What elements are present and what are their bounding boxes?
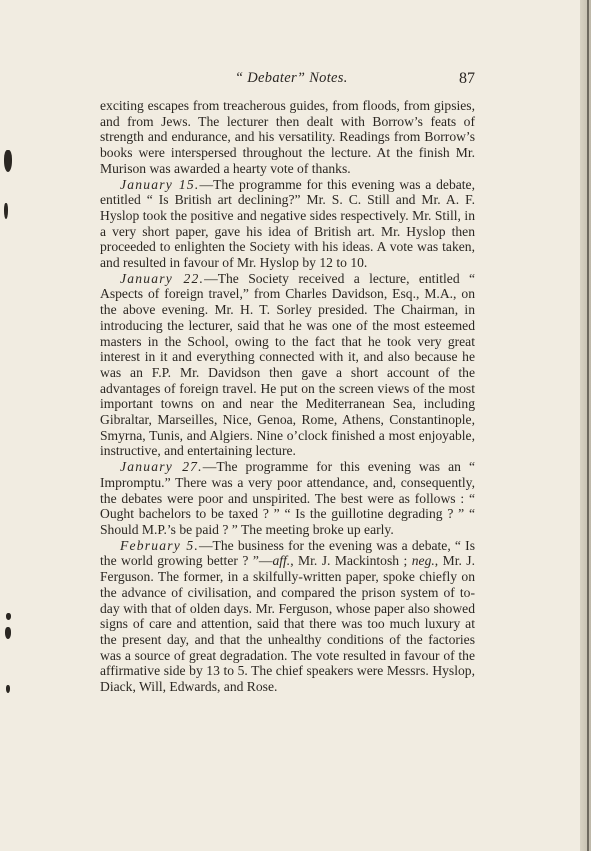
entry-january-15 xyxy=(100,177,475,271)
entry-date: January 15. xyxy=(120,176,200,192)
entry-january-22 xyxy=(100,271,475,459)
entry-text: —The business for the evening was a debate, “ Is the world growing better ? ”— xyxy=(100,537,475,569)
entry-february-5 xyxy=(100,538,475,695)
margin-ink-mark xyxy=(4,150,12,172)
margin-ink-mark xyxy=(6,613,11,620)
margin-ink-mark xyxy=(4,203,8,219)
running-title: “ Debater” Notes. xyxy=(235,70,348,86)
entry-date: January 22. xyxy=(120,270,205,286)
entry-text: —The Society received a lecture, entitled “ Aspects of foreign travel,” from Charles Davidson, Esq., M.A., on the above evening. Mr. H. T. Sorley presided. The Chairman, in introducing the lecturer, said that he was one of the most esteemed masters in the School, owing to the fact that he took very great interest in it and everything connected with it, and also because he was an F.P. Mr. Davidson then gave a short account of the advantages of foreign travel. He put on the screen views of the most important towns on and near the Mediterranean Sea, including Gibraltar, Marseilles, Nice, Genoa, Rome, Athens, Constantinople, Smyrna, Tunis, and Algiers. Nine o’clock finished a most enjoyable, instructive, and entertaining lecture. xyxy=(100,270,476,459)
entry-date: February 5. xyxy=(120,537,199,553)
negative-label: neg. xyxy=(411,553,435,569)
entry-january-27 xyxy=(100,459,475,538)
margin-ink-mark xyxy=(6,685,10,693)
page-edge xyxy=(580,0,591,851)
margin-ink-mark xyxy=(5,627,11,639)
article-body xyxy=(100,98,475,695)
entry-date: January 27. xyxy=(120,459,203,475)
page-number: 87 xyxy=(459,70,475,87)
entry-text: —The programme for this evening was a debate, entitled “ Is British art declining?” Mr. S. C. Still and Mr. A. F. Hyslop took the positive and negative sides respectively. Mr. Still, in a very short paper, gave his idea of British art. Mr. Hyslop then proceeded to enlighten the Society with his ideas. A vote was taken, and resulted in favour of Mr. Hyslop by 12 to 10. xyxy=(100,176,475,271)
entry-text: —The programme for this evening was an “ Impromptu.” There was a very poor attendance, and, consequently, the debates were poor and unspirited. The best were as follows : “ Ought bachelors to be taxed ? ” “ Is the guillotine degrading ? ” “ Should M.P.’s be paid ? ” The meeting broke up early. xyxy=(100,459,475,537)
entry-text: , Mr. J. Mackintosh ; xyxy=(290,553,412,569)
affirmative-label: aff. xyxy=(272,553,291,569)
paragraph-continuation: exciting escapes from treacherous guides, from floods, from gipsies, and from Jews. The lecturer then dealt with Borrow’s feats of strength and endurance, and his versatility. Readings from Borrow’s books were interspersed throughout the lecture. At the finish Mr. Murison was awarded a hearty vote of thanks. xyxy=(100,98,475,176)
entry-text: , Mr. J. Ferguson. The former, in a skilfully-written paper, spoke chiefly on the advance of civilisation, and compared the prison system of to-day with that of olden days. Mr. Ferguson, whose paper also showed signs of care and attention, said that there was too much luxury at the present day, and that the unhealthy conditions of the factories was a source of great degradation. The vote resulted in favour of the affirmative side by 13 to 5. The chief speakers were Messrs. Hyslop, Diack, Will, Edwards, and Rose. xyxy=(100,553,475,695)
